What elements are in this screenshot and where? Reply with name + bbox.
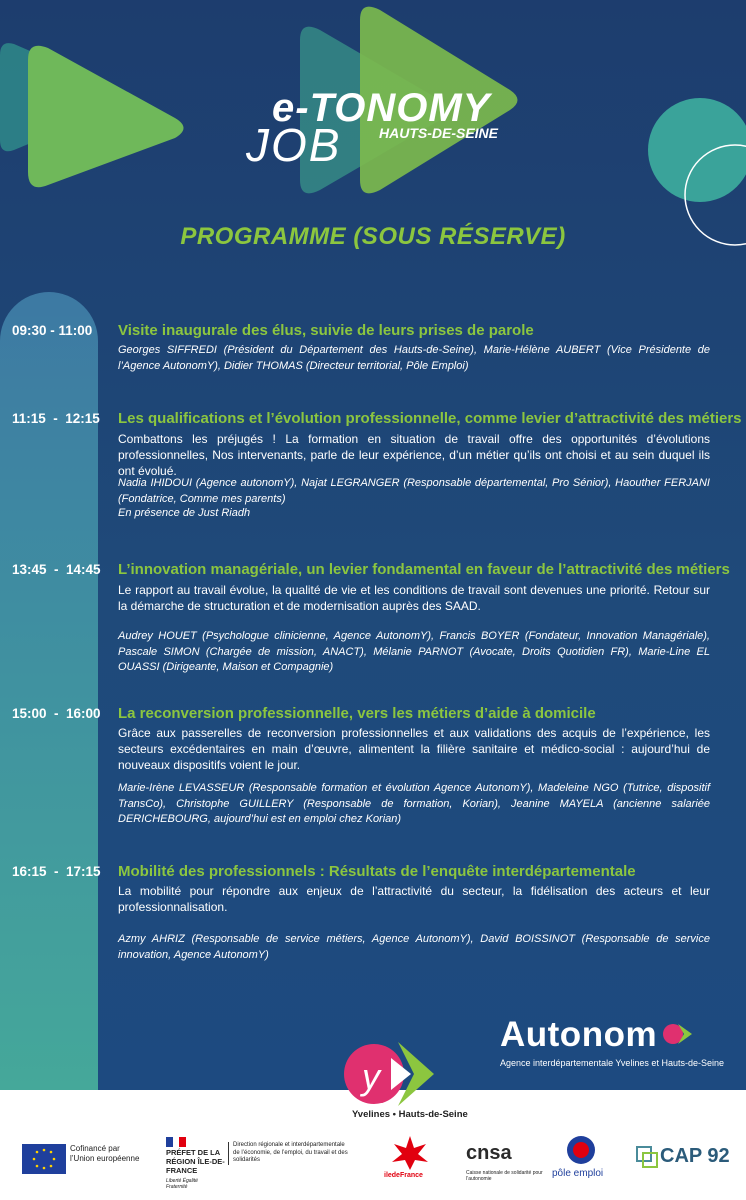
logo-line2: JOB	[246, 119, 342, 171]
session-title: La reconversion professionnelle, vers les métiers d’aide à domicile	[118, 705, 596, 722]
logo-line3: HAUTS-DE-SEINE	[379, 125, 499, 141]
eu-text: Cofinancé par l’Union européenne	[70, 1144, 140, 1163]
autonomy-logo	[500, 1015, 724, 1068]
programme-title: PROGRAMME (SOUS RÉSERVE)	[180, 223, 566, 250]
yk-mark-icon	[662, 1020, 696, 1048]
session-description: La mobilité pour répondre aux enjeux de l’attractivité du secteur, la fidélisation des acteurs et leur professionnalisation.	[118, 884, 710, 914]
session-speakers: Audrey HOUET (Psychologue clinicienne, Agence AutonomY), Francis BOYER (Fondateur, Innovation Managériale), Pascale SIMON (Chargée de mission, ANACT), Mélanie PARNOT (Avocate, Droits Quotidien FR), Marie-Line EL OUASSI (Dirigeante, Maison et Compagnie)	[118, 630, 710, 673]
session-time: 09:30 - 11:00	[12, 323, 93, 338]
session-title: Mobilité des professionnels : Résultats de l’enquête interdépartementale	[118, 863, 636, 880]
idf-star-icon	[390, 1136, 430, 1170]
session-description: Le rapport au travail évolue, la qualité de vie et les conditions de travail sont devenues une priorité. Retour sur la démarche de structuration et de modernisation auprès des SAAD.	[118, 583, 710, 613]
cnsa-text: cnsa	[466, 1142, 512, 1164]
marianne-icon	[166, 1137, 186, 1147]
pole-emploi-icon	[566, 1135, 596, 1165]
svg-text:y: y	[362, 1056, 380, 1097]
session-title: Visite inaugurale des élus, suivie de leurs prises de parole	[118, 322, 534, 339]
autonomy-tagline: Agence interdépartementale Yvelines et Hauts-de-Seine	[500, 1058, 724, 1068]
logo-line1: e-TONOMY	[272, 86, 491, 130]
dreets-text: Direction régionale et interdépartementale de l’économie, de l’emploi, du travail et des solidarités	[228, 1142, 353, 1165]
eu-flag-icon	[22, 1144, 66, 1174]
autonomy-name: Autonom	[500, 1015, 658, 1054]
session-description: Combattons les préjugés ! La formation en situation de travail offre des opportunités d’évolutions professionnelles, Nos intervenants, parle de leur expérience, d’un métier qu’ils ont choisi et au sein duquel ils ont évolué.	[118, 432, 710, 478]
prefet-motto: Liberté Égalité Fraternité	[166, 1178, 198, 1190]
session-speakers: Georges SIFFREDI (Président du Département des Hauts-de-Seine), Marie-Hélène AUBERT (Vice Présidente de l’Agence AutonomY), Didier THOMAS (Directeur territorial, Pôle Emploi)	[118, 344, 710, 372]
prefet-title: PRÉFET DE LA RÉGION ÎLE-DE-FRANCE	[166, 1148, 225, 1175]
session-time: 11:15 - 12:15	[12, 411, 100, 426]
etonomy-job-logo	[244, 86, 514, 171]
yvelines-hds-logo-icon	[336, 1034, 448, 1108]
session-speakers: Nadia IHIDOUI (Agence autonomY), Najat LEGRANGER (Responsable départemental, Pro Sénior), Haouther FERJANI (Fondatrice, Comme mes parents)	[118, 477, 710, 505]
idf-text: iledeFrance	[384, 1172, 423, 1179]
session-time: 13:45 - 14:45	[12, 562, 101, 577]
session-time: 16:15 - 17:15	[12, 864, 101, 879]
session-time: 15:00 - 16:00	[12, 706, 101, 721]
session-extra: En présence de Just Riadh	[118, 507, 251, 519]
session-speakers: Azmy AHRIZ (Responsable de service métiers, Agence AutonomY), David BOISSINOT (Responsable de service innovation, Agence AutonomY)	[118, 933, 710, 961]
session-title: L’innovation managériale, un levier fondamental en faveur de l’attractivité des métiers	[118, 561, 730, 578]
session-title: Les qualifications et l’évolution professionnelle, comme levier d’attractivité des métiers	[118, 410, 742, 427]
cnsa-sub: Caisse nationale de solidarité pour l’autonomie	[466, 1170, 543, 1182]
session-description: Grâce aux passerelles de reconversion professionnelles et aux validations des acquis de l’expérience, les secteurs excédentaires en main d’œuvre, alimentent la filière sanitaire et médico-social : aujourd’hui de nouveaux dispositifs voient le jour.	[118, 726, 710, 772]
session-speakers: Marie-Irène LEVASSEUR (Responsable formation et évolution Agence AutonomY), Madeleine NGO (Tutrice, dispositif TransCo), Christophe GUILLERY (Responsable de formation, Korian), Jeanine MAYELA (ancienne salariée DERICHEBOURG, aujourd’hui est en emploi chez Korian)	[118, 782, 710, 825]
yvelines-hds-label: Yvelines • Hauts-de-Seine	[352, 1109, 468, 1120]
cap92-icon	[636, 1146, 658, 1168]
pole-emploi-text: pôle emploi	[552, 1168, 604, 1179]
cap92-text: CAP 92	[660, 1145, 730, 1167]
